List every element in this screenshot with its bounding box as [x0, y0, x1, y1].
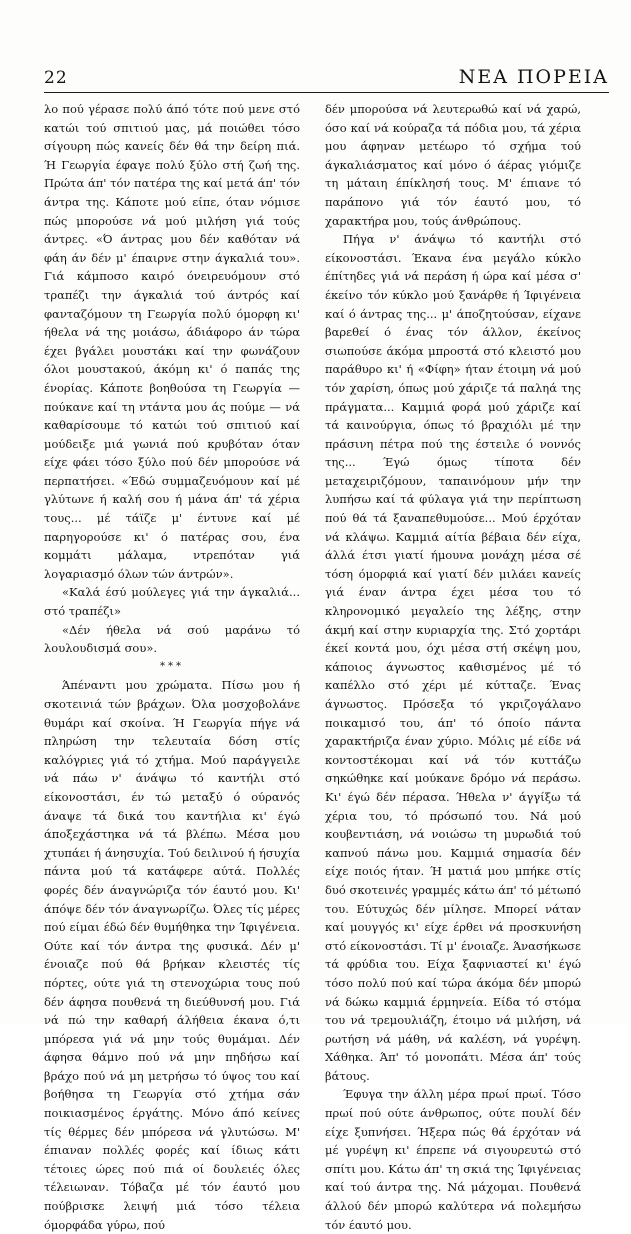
right-paragraph-1: δέν μπορούσα νά λευτερωθώ καί νά χαρώ, όσο καί νά κούραζα τά πόδια μου, τά χέρια μου άφηναν μετέωρο τό σχήμα τού άγκαλιάσματος καί μόνο ό άέρας γιόμιζε τη μάταιη έπίκλησή τους. Μ' έπιανε τό παράπονο γιά τόν έαυτό μου, τό χαρακτήρα μου, τούς άνθρώπους. — [325, 102, 581, 228]
header-rule — [44, 92, 609, 93]
section-break-stars: *** — [160, 660, 184, 672]
page-number: 22 — [44, 68, 68, 88]
left-column — [44, 100, 300, 1232]
left-paragraph-3: «Δέν ήθελα νά σού μαράνω τό λουλουδισμά σου». — [44, 622, 300, 656]
left-paragraph-1: λο πού γέρασε πολύ άπό τότε πού μενε στό κατώι τού σπιτιού μας, μά ποιώθει τόσο σίγουρη πώς κανείς δέν θά την δείρη πιά. Ή Γεωργία έφαγε πολύ ξύλο στή ζωή της. Πρώτα άπ' τόν πατέρα της καί μετά άπ' τόν άντρα της. Κάποτε μού είπε, όταν νόμισε πώς μπορούσε νά μού μιλήση γιά τούς άντρες. «Ό άντρας μου δέν καθόταν νά φάη άν δέν μ' έπαιρνε στην άγκαλιά του». Γιά κάμποσο καιρό όνειρευόμουν στό τραπέζι την άγκαλιά τού άντρός καί φανταζόμουν τη Γεωργία πολύ όμορφη κι' ήθελα νά της μοιάσω, άδιάφορο άν τώρα έχει βγάλει μουστάκι καί την φωνάζουν όλοι μουστακού, άκόμη κι' ό παπάς της ένορίας. Κάποτε βοηθούσα τη Γεωργία — πούκανε καί τη ντάντα μου άς πούμε — νά καθαρίσουμε τό κατώι τού σπιτιού καί μούδειξε μιά γωνιά πού κρυβόταν όταν είχε φάει τόσο ξύλο πού δέν μπορούσε νά περπατήσει. «Έδώ συμμαζευόμουν καί μέ γλύτωνε ή καλή σου ή μάνα άπ' τά χέρια τους... μέ τάϊζε μ' έντυνε καί μέ παρηγορούσε κι' ό πατέρας σου, ένα κομμάτι μάλαμα, ντρεπόταν γιά λογαριασμό όλων τών άντρών». — [44, 102, 300, 581]
left-paragraph-2: «Καλά έσύ μούλεγες γιά την άγκαλιά... στό τραπέζι» — [44, 585, 300, 619]
right-paragraph-3: Έφυγα την άλλη μέρα πρωί πρωί. Τόσο πρωί πού ούτε άνθρωπος, ούτε πουλί δέν είχε ξυπνήσει. Ήξερα πώς θά έρχόταν νά μέ γυρέψη κι' έπρεπε νά σιγουρευτώ στό σπίτι μου. Κάτω άπ' τη σκιά της Ίφιγένειας καί τού άντρα της. Νά μάχομαι. Πουθενά άλλού δέν μπορώ καλύτερα νά πολεμήσω τόν έαυτό μου. — [325, 1087, 581, 1232]
right-paragraph-2: Πήγα ν' άνάψω τό καντήλι στό είκονοστάσι. Έκανα ένα μεγάλο κύκλο έπίτηδες γιά νά περάση ή ώρα καί μέσα σ' έκείνο τόν κύκλο μού ξανάρθε ή Ίφιγένεια καί ό άντρας της... μ' άποζητούσαν, είχανε βαρεθεί ό ένας τόν άλλον, έκείνος σιωπούσε άκόμα μπροστά στό κλειστό μου παράθυρο κι' ή «Φίφη» ήταν έτοιμη νά μού τόν χαρίση, όπως μού χάριζε τά παληά της πράγματα... Καμμιά φορά μού χάριζε καί τά καινούργια, όπως τό βραχιόλι μέ την πράσινη πέτρα πού της έστειλε ό νοννός της... Έγώ όμως τίποτα δέν μεταχειριζόμουν, ταπαινόμουν μήν την λυπήσω καί τά φύλαγα γιά την περίπτωση πού θά τά ξαναπεθυμούσε... Μού έρχόταν νά κλάψω. Καμμιά αίτία βέβαια δέν είχα, άλλά έτσι γιατί ήμουνα μονάχη μέσα σέ τόση όμορφιά καί γιατί δέν μιλάει κανείς γιά έναν άντρα έχει μέσα του τό κληρονομικό μεγαλείο της λέξης, στην άκμή καί στην κυριαρχία της. Στό χορτάρι έκεί κοντά μου, όχι μέσα στή σκέψη μου, κάποιος άγνωστος καθισμένος μέ τό καπέλλο στό χέρι μέ κύτταζε. Ένας άγνωστος. Πρόσεξα τό γκριζογάλανο ποικαμισό του, άπ' τό όποίο πάντα χαρακτήριζα έναν χύριο. Μόλις μέ είδε νά κοντοστέκομαι καί νά τόν κυττάζω σηκώθηκε καί μούκανε δρόμο νά περάσω. Κι' έγώ δέν πέρασα. Ήθελα ν' άγγίξω τά χέρια του, τό πρόσωπό του. Νά μού κουβεντιάση, νά νοιώσω τη μυρωδιά τού καπνού πάνω μου. Καμμιά σημασία δέν είχε ποιός ήταν. Ή ματιά μου μπήκε στίς δυό σκοτεινές γραμμές κάτω άπ' τό μέτωπό του. Εύτυχώς δέν μίλησε. Μπορεί νάταν καί μουγγός κι' είχε έρθει νά προσκυνήση στό είκονοστάσι. Τί μ' ένοιαζε. Άνασήκωσε τά φρύδια του. Είχα ξαφνιαστεί κι' έγώ τόσο πολύ πού καί τώρα άκόμα δέν μπορώ νά δώκω καμμιά έρμηνεία. Είδα τό στόμα του νά τρεμουλιάζη, έτοιμο νά μιλήση, νά ρωτήση νά μάθη, νά καλέση, νά γυρέψη. Χάθηκα. Άπ' τό μονοπάτι. Μέσα άπ' τούς βάτους. — [325, 232, 581, 1083]
journal-title: ΝΕΑ ΠΟΡΕΙΑ — [458, 66, 609, 88]
left-paragraph-4: Άπέναντι μου χρώματα. Πίσω μου ή σκοτεινιά τών βράχων. Όλα μοσχοβολάνε θυμάρι καί σκοίνα. Ή Γεωργία πήγε νά πληρώση την τελευταία δόση στίς καλόγριες γιά τό χτήμα. Μού παράγγειλε νά πάω ν' άνάψω τό καντήλι στό είκονοστάσι, έν τώ μεταξύ ό ούρανός άναψε τά δικά του καντήλια κι' έγώ άποξεχάστηκα νά τά βλέπω. Μέσα μου χτυπάει ή άνησυχία. Τού δειλινού ή ήσυχία πάντα μού τά κατάφερε αύτά. Πολλές φορές δέν άναγνώριζα τόν έαυτό μου. Κι' άπόψε δέν τόν άναγνωρίζω. Όλες τίς μέρες πού είμαι έδώ δέν θυμήθηκα την Ίφιγένεια. Ούτε καί τόν άντρα της φυσικά. Δέν μ' ένοιαζε πού θά βρήκαν κλειστές τίς πόρτες, ούτε γιά τη στενοχώρια τους πού δέν άφησα πουθενά τη διεύθυνσή μου. Γιά νά πώ την καθαρή άλήθεια έκανα ό,τι μπόρεσα γιά νά μην τούς θυμάμαι. Δέν άφησα θάμνο πού νά μην πηδήσω καί βράχο πού νά μη μετρήσω τό ύψος του καί βοήθησα τη Γεωργία στό χτήμα σάν ποικιασμένος έργάτης. Μόνο άπό κείνες τίς θέρμες δέν μπόρεσα νά γλυτώσω. Μ' έπιαναν πολλές φορές καί ίδιως κάτι τέτοιες ώρες πού πιά οί δουλειές όλες τέλειωναν. Τόβαζα μέ τόν έαυτό μου πούβρισκε λειψή μιά τόσο τέλεια όμορφάδα γύρω, πού — [44, 678, 300, 1232]
right-column — [325, 100, 581, 1232]
